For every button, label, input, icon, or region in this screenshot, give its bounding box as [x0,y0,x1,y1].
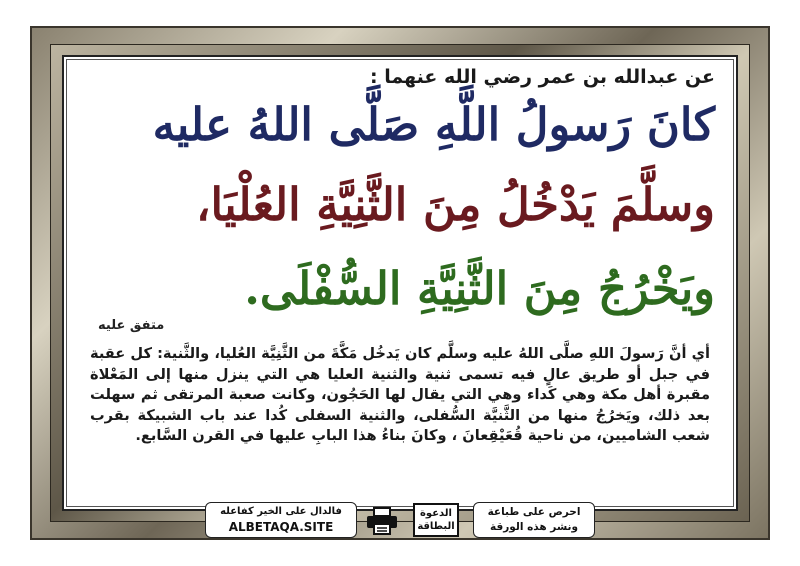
print-note-line-1: احرص على طباعة [487,506,581,518]
print-note-line-2: ونشر هذه الورقة [490,521,578,533]
explanation-text: أي أنَّ رَسولَ اللهِ صلَّى اللهُ عليه وسلَّم كان يَدخُل مَكَّةَ من الثَّنِيَّة العُليا، والثَّنية: كل عقبة في جبل أو طريق عالٍ فيه تسمى ثنية والثنية العليا هي التي ينزل منها إلى المَعْلاة مقبرة أهل مكة وهي كَداء وهي التي يقال لها الحَجُون، وكانت صعبة المرتقى ثم سهلت بعد ذلك، ويَخرُجُ منها من الثَّنيَّة السُّفلى، والثنية السفلى كُدا عند باب الشبيكة بقرب شعب الشاميين، من ناحية قُعَيْقِعانَ ، وكانَ بناءُ هذا البابِ عليها في القرن السَّابع. [90,345,710,444]
hadith-line-1: كانَ رَسولُ اللَّهِ صَلَّى اللهُ عليه [152,98,715,151]
printer-icon [365,506,399,536]
footer [205,500,595,540]
print-note-box [473,502,595,538]
hadith-source: متفق عليه [98,318,165,333]
logo-line-1: الدعوة [420,508,452,519]
site-link[interactable]: ALBETAQA.SITE [228,520,334,534]
hadith-line-2: وسلَّمَ يَدْخُلُ مِنَ الثَّنِيَّةِ العُلْيَا، [195,178,715,231]
tagline: فالدال على الخير كفاعله [220,506,342,517]
albetaqa-logo [405,500,467,540]
site-box[interactable] [205,502,357,538]
logo-line-2: البطاقة [417,521,455,532]
narrator-text: عن عبدالله بن عمر رضي الله عنهما : [370,66,715,88]
hadith-line-3: ويَخْرُجُ مِنَ الثَّنِيَّةِ السُّفْلَى. [244,262,715,315]
logo-box [413,503,459,537]
